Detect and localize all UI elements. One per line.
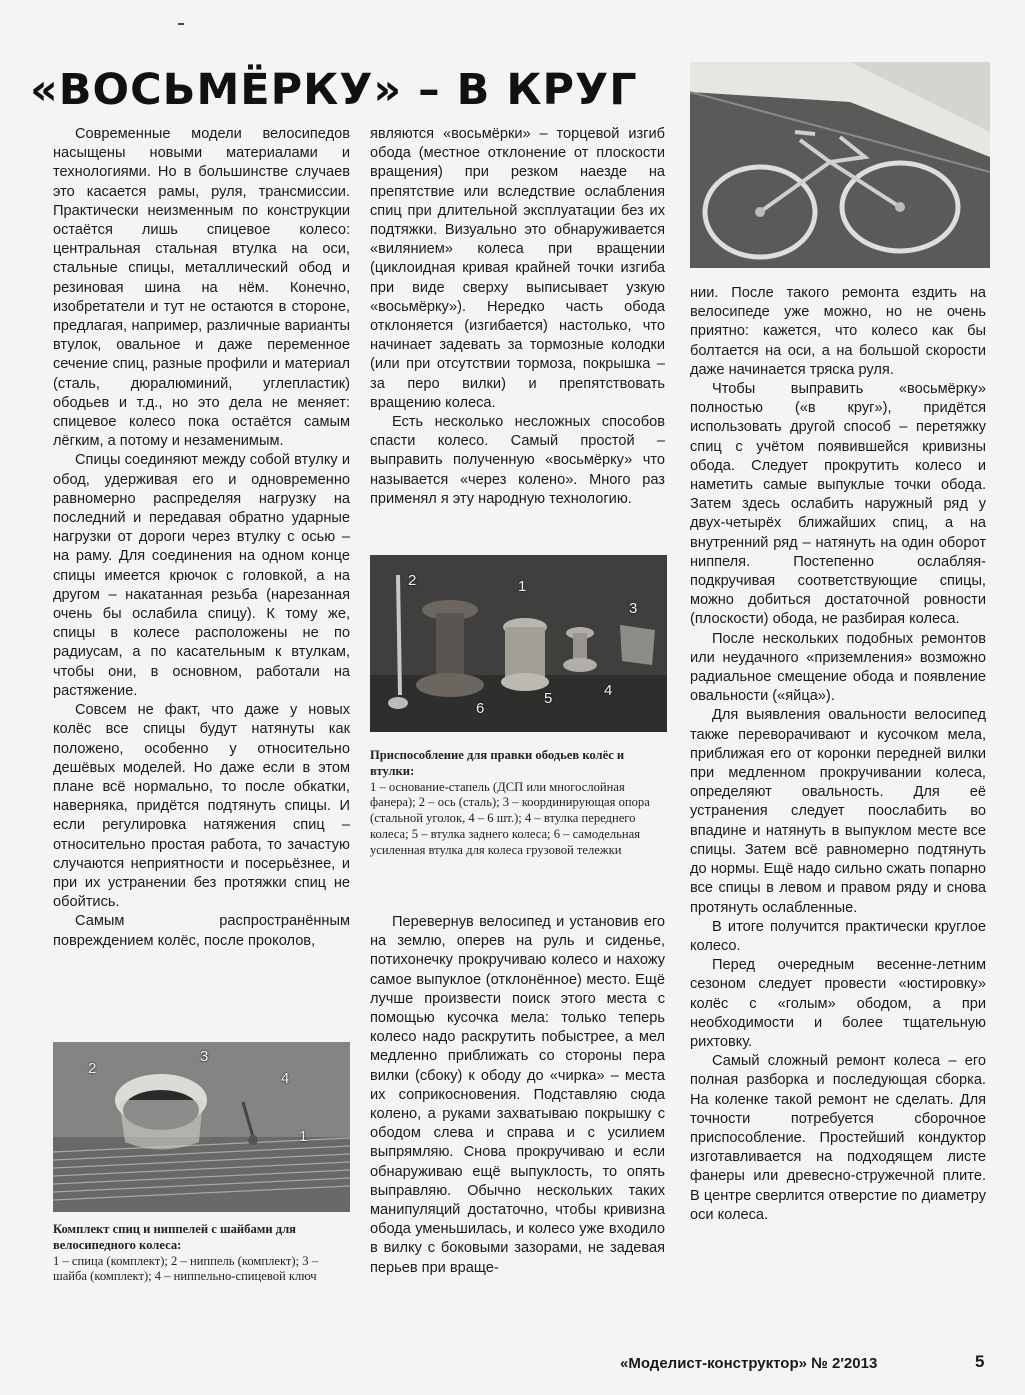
text-column-1: [53, 125, 350, 951]
paragraph: Совсем не факт, что даже у новых колёс все спицы будут натянуты как положено, особенно у относительно дешёвых моделей. Но даже если в этом плане всё нормально, то после обкатки, наверняка, придётся подтянуть спицы. И если регулировка натяжения спиц – относительно простая работа, то зачастую случаются неприятности и посерьёзнее, и при их устранении без протяжки спиц не обойтись.: [53, 702, 350, 911]
jig-label-2: 2: [408, 572, 417, 589]
paragraph: После нескольких подобных ремонтов или неудачного «приземления» возможно радиальное смещение обода и появление овальности («яйца»).: [690, 630, 986, 705]
text-column-2: [370, 125, 665, 509]
spokes-label-1: 1: [299, 1128, 308, 1145]
jig-label-4: 4: [604, 682, 613, 699]
spokes-photo: [53, 1042, 350, 1212]
jig-label-5: 5: [544, 690, 553, 707]
magazine-issue: «Моделист-конструктор» № 2'2013: [620, 1355, 878, 1372]
paragraph: Перед очередным весенне-летним сезоном следует провести «юстировку» колёс с «голым» ободом, а при необходимости и более тщательную рихтовку.: [690, 957, 986, 1050]
paragraph: Чтобы выправить «восьмёрку» полностью («в круг»), придётся использовать другой способ – перетяжку спиц с учётом появившейся кривизны обода. Следует прокрутить колесо и наметить самые выпуклые точки обода. Затем здесь ослабить наружный ряд у двух-четырёх ближайших спиц, а на внутренний ряд – натянуть на один оборот ниппеля. Постепенно ослабляя-подкручивая соответствующие спицы, можно добиться достаточной ровности (плоскости) обода, не разбирая колеса.: [690, 381, 986, 628]
paragraph: Есть несколько несложных способов спасти колесо. Самый простой – выправить полученную «восьмёрку» что называется «через колено». Много раз применял я эту народную технологию.: [370, 414, 665, 507]
page-number: 5: [975, 1352, 985, 1371]
caption-title: Приспособление для правки ободьев колёс и втулки:: [370, 748, 625, 778]
paragraph: Перевернув велосипед и установив его на землю, оперев на руль и сиденье, потихонечку прокручиваю колесо и нахожу самое выпуклое (отклонённое) место. Ещё лучше произвести поиск этого места с помощью кусочка мела: только теперь колесо надо раскрутить побыстрее, а мел медленно приближать со стороны пера вилки (сбоку) к ободу до «чирка» – места их соприкосновения. Подставляю сюда колено, а руками захватываю покрышку с ободом слева и справа и с усилием выпрямляю. Снова прокручиваю и если обнаруживаю ещё выпуклость, то опять выправляю. Обычно нескольких таких манипуляций достаточно, чтобы кривизна обода уменьшилась, и колесо уже входило в вилку с боковыми зазорами, не задевая перьев при враще-: [370, 914, 665, 1276]
article-title: «ВОСЬМЁРКУ» – В КРУГ: [30, 65, 638, 115]
bicycle-illustration: [690, 62, 990, 268]
paragraph: Спицы соединяют между собой втулку и обод, удерживая его и одновременно равномерно распределяя нагрузку на последний и передавая обратно ударные нагрузки от дороги через втулку с осью – на раму. Для соединения на одном конце спицы имеется крючок с головкой, а на другом – накатанная резьба (нарезанная очень бы ослабила спицу). К тому же, спицы в колесе расположены не по радиусам, а по касательным к втулкам, чтобы они, в основном, работали на растяжение.: [53, 452, 350, 699]
jig-caption: [370, 748, 666, 859]
spokes-label-2: 2: [88, 1060, 97, 1077]
paragraph: В итоге получится практически круглое колесо.: [690, 918, 986, 954]
bicycle-photo: [690, 62, 990, 268]
spokes-label-4: 4: [281, 1070, 290, 1087]
jig-label-6: 6: [476, 700, 485, 717]
paragraph: Самый сложный ремонт колеса – его полная разборка и последующая сборка. На коленке такой ремонт не сделать. Для точности потребуется сборочное приспособление. Простейший кондуктор изготавливается на подходящем листе фанеры или древесно-стружечной плите. В центре сверлится отверстие по диаметру оси колеса.: [690, 1053, 986, 1223]
jig-label-3: 3: [629, 600, 638, 617]
paragraph: Для выявления овальности велосипед также переворачивают и кусочком мела, приближая его от коронки передней вилки при медленном прокручивании колеса, определяют овальность. Для её устранения следует поослабить во впадине и натянуть в выпуклом месте все спицы. Затем всё равномерно подтянуть до нормы. Ещё надо сильно сжать попарно все спицы в левом и правом ряду и снова протянуть ослабленные.: [690, 707, 986, 916]
print-mark: [178, 23, 184, 25]
paragraph: Современные модели велосипедов насыщены новыми материалами и технологиями. Но в большинстве случаев это касается рамы, руля, трансмиссии. Практически неизменным по конструкции остаётся лишь спицевое колесо: центральная стальная втулка на оси, стальные спицы, металлический обод и резиновая шина на нём. Конечно, изобретатели и тут не остаются в стороне, предлагая, например, различные варианты втулок, овальное и даже переменное сечение спиц, разные профили и материал (сталь, дюралюминий, углепластик) ободьев и т.д., но это дела не меняет: спицевое колесо пока остаётся самым лёгким, а потому и незаменимым.: [53, 126, 350, 450]
spokes-caption: [53, 1222, 353, 1285]
caption-text: 1 – спица (комплект); 2 – ниппель (комплект); 3 – шайба (комплект); 4 – ниппельно-спицевой ключ: [53, 1253, 319, 1284]
text-column-2-continued: [370, 913, 665, 1278]
text-column-3: [690, 284, 986, 1225]
paragraph: нии. После такого ремонта ездить на велосипеде уже можно, но не очень приятно: кажется, что колесо как бы болтается на оси, а на большой скорости даже начинается тряска руля.: [690, 285, 986, 378]
caption-text: 1 – основание-стапель (ДСП или многослойная фанера); 2 – ось (сталь); 3 – координирующая опора (стальной уголок, 4 – 6 шт.); 4 – втулка переднего колеса; 5 – втулка заднего колеса; 6 – самодельная усиленная втулка для колеса грузовой тележки: [370, 779, 650, 857]
paragraph: Самым распространённым повреждением колёс, после проколов,: [53, 913, 350, 949]
jig-label-1: 1: [518, 578, 527, 595]
paragraph: являются «восьмёрки» – торцевой изгиб обода (местное отклонение от плоскости вращения) при резком наезде на препятствие или вследствие ослабления спиц при длительной эксплуатации без их подтяжки. Визуально это обнаруживается «вилянием» колеса при вращении (циклоидная кривая крайней точки изгиба при виде сверху выписывает узкую «восьмёрку»). Нередко часть обода отклоняется (изгибается) настолько, что начинает задевать за тормозные колодки (или при отсутствии тормоза, покрышка – за перо вилки) и препятствовать вращению колеса.: [370, 126, 665, 411]
caption-title: Комплект спиц и ниппелей с шайбами для велосипедного колеса:: [53, 1222, 296, 1252]
spokes-label-3: 3: [200, 1048, 209, 1065]
spokes-illustration: [53, 1042, 350, 1212]
